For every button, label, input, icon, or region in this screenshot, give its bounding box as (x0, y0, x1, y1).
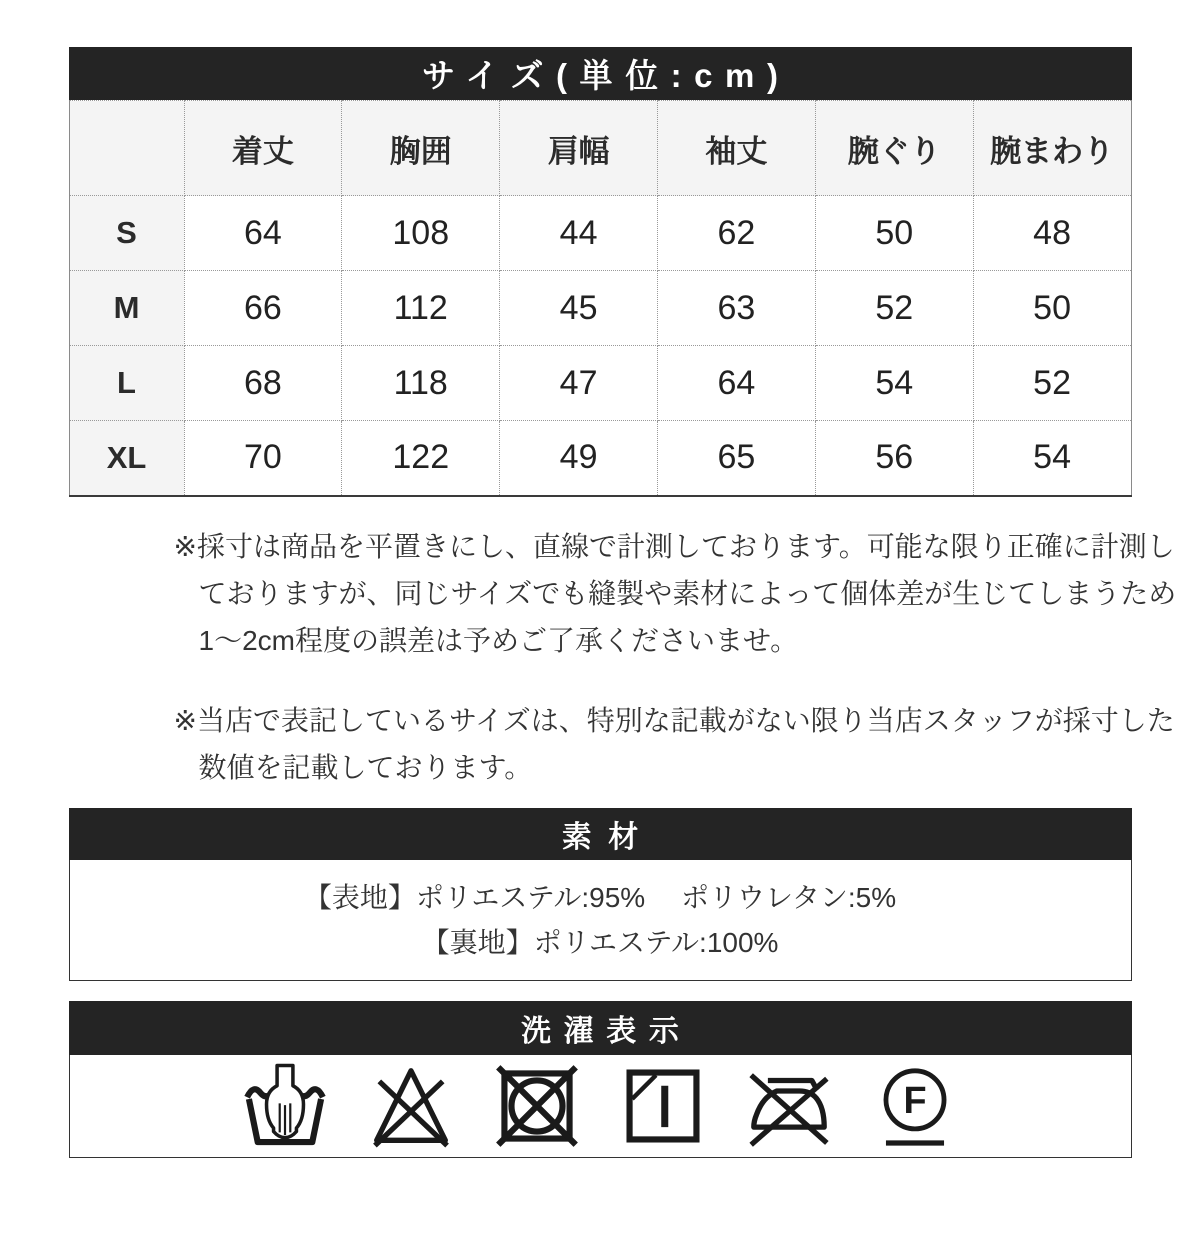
size-table-title: サイズ(単位:cm) (422, 57, 791, 94)
size-value: 64 (657, 346, 815, 421)
note-line: ※採寸は商品を平置きにし、直線で計測しております。可能な限り正確に計測し (173, 530, 1175, 562)
do-not-tumble-dry-icon (493, 1062, 581, 1150)
size-value: 66 (184, 271, 342, 346)
size-value: 48 (973, 196, 1131, 271)
laundry-section (69, 1001, 1132, 1158)
column-header: 腕ぐり (815, 101, 973, 196)
material-line-lining: 【裏地】ポリエステル:100% (421, 926, 779, 958)
note-line: ※当店で表記しているサイズは、特別な記載がない限り当店スタッフが採寸した (173, 704, 1175, 736)
size-value: 54 (815, 346, 973, 421)
size-table (69, 100, 1132, 497)
size-value: 122 (342, 421, 500, 496)
material-title: 素材 (561, 820, 655, 854)
note-line: 数値を記載しております。 (198, 751, 533, 783)
column-header: 胸囲 (342, 101, 500, 196)
laundry-symbols-row (69, 1055, 1132, 1158)
hand-wash-icon (241, 1062, 329, 1150)
material-line-outer: 【表地】ポリエステル:95% ポリウレタン:5% (303, 881, 897, 913)
size-table-title-bar (69, 47, 1132, 100)
size-value: 45 (500, 271, 658, 346)
size-value: 49 (500, 421, 658, 496)
dry-in-shade-icon (619, 1062, 707, 1150)
table-row-s (69, 196, 1131, 271)
size-value: 64 (184, 196, 342, 271)
size-value: 56 (815, 421, 973, 496)
size-value: 52 (815, 271, 973, 346)
dry-clean-letter: F (903, 1079, 927, 1122)
size-label: L (69, 346, 184, 421)
note-line: ておりますが、同じサイズでも縫製や素材によって個体差が生じてしまうため (198, 577, 1177, 609)
table-row-m (69, 271, 1131, 346)
table-row-xl (69, 421, 1131, 496)
size-value: 62 (657, 196, 815, 271)
do-not-iron-icon (745, 1062, 833, 1150)
note-measurement-accuracy (174, 523, 1186, 664)
note-line: 1〜2cm程度の誤差は予めご了承くださいませ。 (198, 624, 799, 656)
material-section (69, 808, 1132, 981)
size-label: S (69, 196, 184, 271)
dry-clean-petroleum-gentle-icon (871, 1062, 959, 1150)
size-value: 70 (184, 421, 342, 496)
size-value: 63 (657, 271, 815, 346)
page-content (69, 47, 1177, 1158)
measurement-notes (174, 523, 1186, 791)
size-value: 50 (973, 271, 1131, 346)
size-section (69, 47, 1132, 497)
size-label: XL (69, 421, 184, 496)
column-header: 着丈 (184, 101, 342, 196)
size-value: 44 (500, 196, 658, 271)
table-row-l (69, 346, 1131, 421)
column-header: 肩幅 (500, 101, 658, 196)
laundry-title-bar (69, 1001, 1132, 1055)
size-value: 118 (342, 346, 500, 421)
size-value: 112 (342, 271, 500, 346)
laundry-title: 洗濯表示 (521, 1014, 692, 1048)
material-body (69, 860, 1132, 981)
do-not-bleach-icon (367, 1062, 455, 1150)
column-header: 腕まわり (973, 101, 1131, 196)
size-value: 50 (815, 196, 973, 271)
note-staff-measured (174, 697, 1186, 791)
size-value: 47 (500, 346, 658, 421)
size-value: 108 (342, 196, 500, 271)
corner-cell (69, 101, 184, 196)
size-label: M (69, 271, 184, 346)
column-header: 袖丈 (657, 101, 815, 196)
size-value: 68 (184, 346, 342, 421)
size-value: 52 (973, 346, 1131, 421)
material-title-bar (69, 808, 1132, 860)
size-value: 54 (973, 421, 1131, 496)
size-value: 65 (657, 421, 815, 496)
size-table-header-row (69, 101, 1131, 196)
